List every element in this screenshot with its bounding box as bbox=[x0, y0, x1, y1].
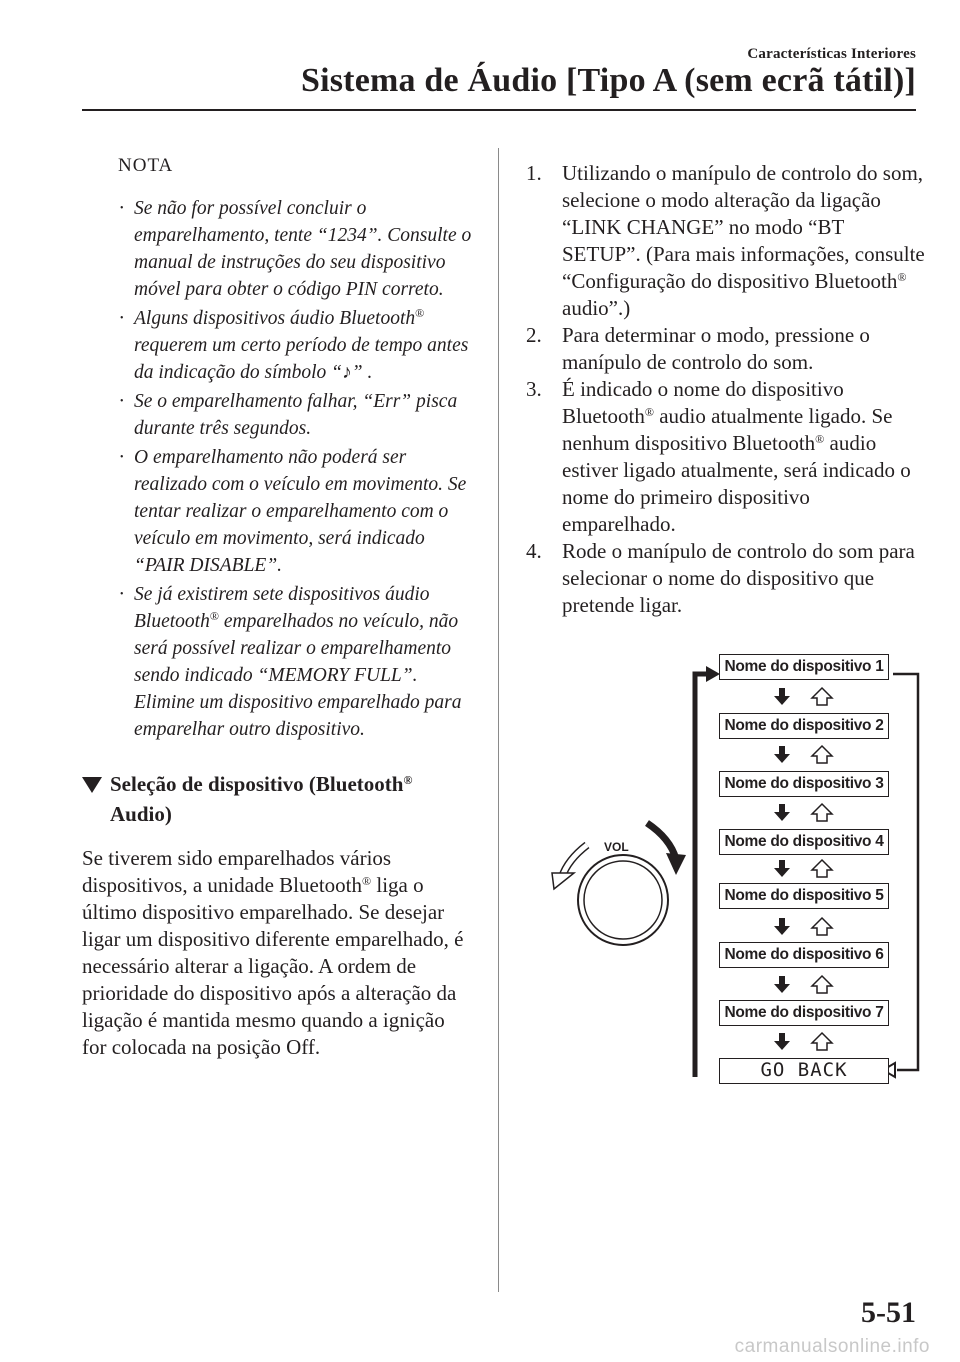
step-item: 2. Para determinar o modo, pressione o manípulo de controlo do som. bbox=[526, 323, 870, 374]
step-item: 4. Rode o manípulo de controlo do som para selecionar o nome do dispositivo que pretende ligar. bbox=[526, 539, 915, 617]
device-name-box-6: Nome do dispositivo 6 bbox=[719, 942, 889, 968]
down-arrow-icon bbox=[774, 804, 790, 821]
down-arrow-icon bbox=[774, 860, 790, 877]
up-arrow-icon bbox=[812, 688, 832, 705]
note-list bbox=[82, 195, 474, 743]
down-arrow-icon bbox=[774, 688, 790, 705]
up-arrow-icon bbox=[812, 976, 832, 993]
section-paragraph: Se tiverem sido emparelhados vários dispositivos, a unidade Bluetooth® liga o último dispositivo emparelhado. Se desejar ligar um dispositivo diferente emparelhado, é necessário alterar a ligação. A ordem de prioridade do dispositivo após a alteração da ligação é mantida mesmo quando a ignição for colocada na posição Off. bbox=[82, 846, 464, 1059]
go-back-box: GO BACK bbox=[719, 1058, 889, 1084]
column-divider bbox=[498, 148, 499, 1292]
header-section-label: Características Interiores bbox=[747, 46, 916, 62]
right-column bbox=[526, 160, 926, 619]
note-item: • O emparelhamento não poderá ser realizado com o veículo em movimento. Se tentar realizar o emparelhamento com o veículo em movimento, será indicado “PAIR DISABLE”. bbox=[82, 444, 474, 579]
device-selection-diagram bbox=[540, 645, 940, 1095]
up-arrow-icon bbox=[812, 804, 832, 821]
device-name-box-3: Nome do dispositivo 3 bbox=[719, 771, 889, 797]
direction-arrows bbox=[540, 645, 940, 1095]
note-title: NOTA bbox=[118, 155, 174, 176]
up-arrow-icon bbox=[812, 918, 832, 935]
down-arrow-icon bbox=[774, 918, 790, 935]
note-item: • Alguns dispositivos áudio Bluetooth® requerem um certo período de tempo antes da indicação do símbolo “♪” . bbox=[82, 305, 474, 386]
page-title: Sistema de Áudio [Tipo A (sem ecrã tátil)] bbox=[300, 62, 916, 99]
header-rule bbox=[82, 109, 916, 111]
note-item: • Se não for possível concluir o emparelhamento, tente “1234”. Consulte o manual de instruções do seu dispositivo móvel para obter o código PIN correto. bbox=[82, 195, 474, 303]
device-name-box-5: Nome do dispositivo 5 bbox=[719, 883, 889, 909]
down-arrow-icon bbox=[774, 1033, 790, 1050]
step-item: 1. Utilizando o manípulo de controlo do som, selecione o modo alteração da ligação “LINK CHANGE” no modo “BT SETUP”. (Para mais informações, consulte “Configuração do dispositivo Bluetooth® audio”.) bbox=[526, 161, 925, 320]
section-heading: Seleção de dispositivo (Bluetooth® Audio) bbox=[82, 769, 474, 829]
step-item: 3. É indicado o nome do dispositivo Bluetooth® audio atualmente ligado. Se nenhum dispositivo Bluetooth® audio estiver ligado atualmente, será indicado o nome do primeiro dispositivo emparelhado. bbox=[526, 377, 911, 536]
down-arrow-icon bbox=[774, 746, 790, 763]
steps-list bbox=[526, 160, 926, 619]
down-arrow-icon bbox=[774, 976, 790, 993]
vol-label: VOL bbox=[604, 840, 629, 854]
page-number: 5-51 bbox=[861, 1296, 916, 1329]
up-arrow-icon bbox=[812, 1033, 832, 1050]
device-name-box-1: Nome do dispositivo 1 bbox=[719, 654, 889, 680]
up-arrow-icon bbox=[812, 746, 832, 763]
left-column bbox=[82, 155, 474, 1061]
device-name-box-2: Nome do dispositivo 2 bbox=[719, 713, 889, 739]
watermark: carmanualsonline.info bbox=[734, 1336, 930, 1357]
device-name-box-4: Nome do dispositivo 4 bbox=[719, 829, 889, 855]
device-name-box-7: Nome do dispositivo 7 bbox=[719, 1000, 889, 1026]
section-marker-triangle-icon bbox=[82, 777, 102, 793]
up-arrow-icon bbox=[812, 860, 832, 877]
music-note-icon: ♪ bbox=[342, 362, 352, 383]
note-item: • Se o emparelhamento falhar, “Err” pisca durante três segundos. bbox=[82, 388, 474, 442]
note-item: • Se já existirem sete dispositivos áudio Bluetooth® emparelhados no veículo, não será possível realizar o emparelhamento sendo indicado “MEMORY FULL”. Elimine um dispositivo emparelhado para emparelhar outro dispositivo. bbox=[82, 581, 474, 743]
